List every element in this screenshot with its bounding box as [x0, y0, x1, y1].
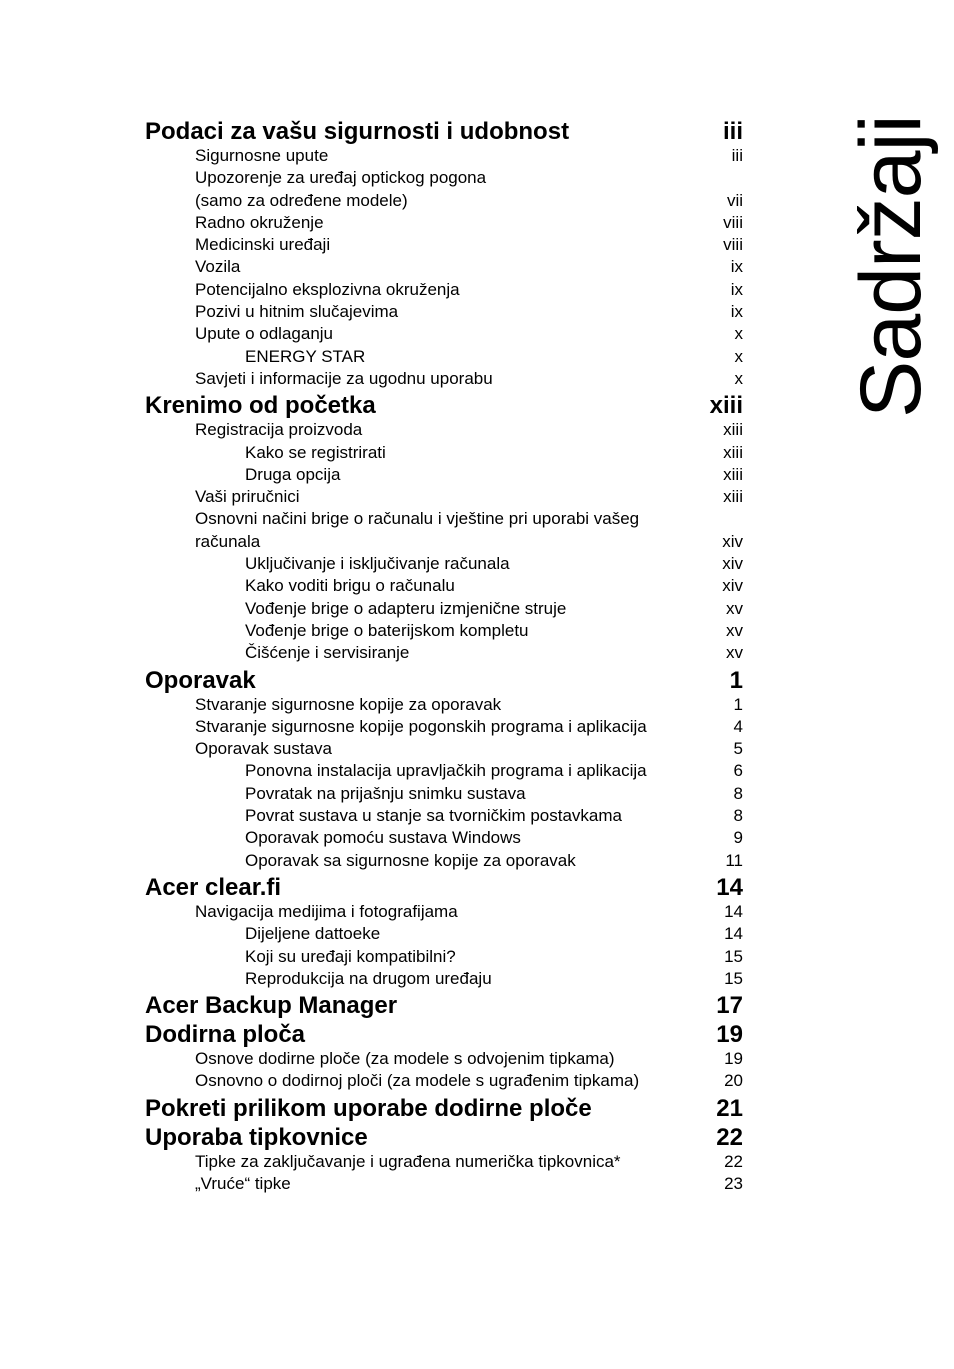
toc-entry-title: Oporavak pomoću sustava Windows: [245, 828, 521, 848]
toc-entry-page: xiii: [723, 442, 743, 462]
toc-subsection-entry[interactable]: [145, 805, 743, 827]
toc-entry-title: Osnovno o dodirnoj ploči (za modele s ugrađenim tipkama): [195, 1071, 640, 1091]
toc-section-entry[interactable]: [145, 190, 743, 212]
toc-entry-title: Ponovna instalacija upravljačkih programa i aplikacija: [245, 761, 647, 781]
toc-subsection-entry[interactable]: [145, 346, 743, 368]
toc-entry-title: Acer Backup Manager: [145, 992, 398, 1020]
toc-entry-page: 1: [729, 666, 743, 694]
toc-entry-page: 14: [724, 901, 743, 921]
toc-entry-page: ix: [730, 279, 743, 299]
toc-entry-title: Potencijalno eksplozivna okruženja: [195, 279, 460, 299]
toc-entry-page: x: [734, 368, 743, 388]
toc-chapter-entry[interactable]: [145, 990, 743, 1019]
toc-section-entry[interactable]: [145, 234, 743, 256]
toc-entry-title: Radno okruženje: [195, 212, 324, 232]
toc-entry-page: 6: [733, 761, 743, 781]
toc-subsection-entry[interactable]: [145, 464, 743, 486]
toc-entry-page: xv: [726, 598, 743, 618]
toc-chapter-entry[interactable]: [145, 872, 743, 901]
toc-entry-title: Vozila: [195, 257, 241, 277]
toc-section-entry[interactable]: [145, 419, 743, 441]
toc-entry-title: Povratak na prijašnju snimku sustava: [245, 783, 526, 803]
toc-entry-title: Pokreti prilikom uporabe dodirne ploče: [145, 1094, 592, 1122]
toc-section-entry[interactable]: [145, 301, 743, 323]
toc-entry-title: Medicinski uređaji: [195, 235, 331, 255]
toc-subsection-entry[interactable]: [145, 620, 743, 642]
toc-entry-title: Navigacija medijima i fotografijama: [195, 901, 458, 921]
toc-entry-page: xiii: [723, 420, 743, 440]
toc-entry-title: Osnovni načini brige o računalu i vještine pri uporabi vašeg: [195, 509, 640, 529]
toc-entry-title: Upozorenje za uređaj optickog pogona: [195, 168, 487, 188]
toc-entry-page: xiii: [723, 464, 743, 484]
toc-section-entry[interactable]: [145, 1173, 743, 1195]
toc-entry-page: 22: [716, 1123, 743, 1151]
toc-entry-page: ix: [730, 302, 743, 322]
toc-entry-page: iii: [731, 146, 743, 165]
toc-entry-title: Reprodukcija na drugom uređaju: [245, 968, 492, 988]
toc-entry-page: 17: [716, 992, 743, 1020]
toc-section-entry[interactable]: [145, 716, 743, 738]
toc-section-entry[interactable]: [145, 212, 743, 234]
toc-entry-page: 19: [724, 1049, 743, 1069]
toc-entry-title: ENERGY STAR: [245, 346, 366, 366]
chapter-title-text: Sadržaji: [843, 115, 939, 418]
toc-entry-page: x: [734, 346, 743, 366]
toc-entry-title: Sigurnosne upute: [195, 146, 329, 165]
toc-section-entry[interactable]: [145, 486, 743, 508]
toc-entry-page: iii: [722, 118, 743, 145]
toc-entry-title: Registracija proizvoda: [195, 420, 363, 440]
toc-entry-title: Oporavak sa sigurnosne kopije za oporavak: [245, 850, 576, 870]
toc-section-entry[interactable]: [145, 256, 743, 278]
toc-entry-title: Povrat sustava u stanje sa tvorničkim postavkama: [245, 806, 622, 826]
table-of-contents: [145, 116, 743, 1195]
toc-entry-page: 21: [716, 1094, 743, 1122]
toc-entry-page: 19: [716, 1021, 743, 1049]
toc-entry-page: 5: [733, 739, 743, 759]
toc-entry-page: 8: [733, 783, 743, 803]
toc-entry-title: Stvaranje sigurnosne kopije pogonskih programa i aplikacija: [195, 716, 647, 736]
toc-entry-page: x: [734, 324, 743, 344]
toc-entry-title: računala: [195, 531, 261, 551]
toc-subsection-entry[interactable]: [145, 968, 743, 990]
toc-section-entry[interactable]: [145, 531, 743, 553]
toc-subsection-entry[interactable]: [145, 946, 743, 968]
toc-entry-title: (samo za određene modele): [195, 190, 408, 210]
toc-entry-page: 14: [716, 873, 743, 901]
toc-entry-title: Krenimo od početka: [145, 392, 376, 420]
toc-entry-title: Koji su uređaji kompatibilni?: [245, 946, 456, 966]
toc-entry-page: 22: [724, 1151, 743, 1171]
toc-entry-page: viii: [723, 212, 743, 232]
toc-entry-title: Pozivi u hitnim slučajevima: [195, 302, 399, 322]
toc-subsection-entry[interactable]: [145, 442, 743, 464]
toc-entry-page: xiii: [709, 392, 743, 420]
toc-subsection-entry[interactable]: [145, 575, 743, 597]
toc-entry-page: xiv: [722, 531, 743, 551]
toc-entry-title: Dijeljene dattoeke: [245, 924, 381, 944]
toc-section-entry[interactable]: [145, 279, 743, 301]
toc-entry-page: 14: [724, 924, 743, 944]
toc-section-entry[interactable]: [145, 1048, 743, 1070]
toc-entry-title: Upute o odlaganju: [195, 324, 334, 344]
toc-section-entry[interactable]: [145, 167, 743, 189]
toc-entry-title: Uporaba tipkovnice: [145, 1123, 368, 1151]
toc-entry-title: Stvaranje sigurnosne kopije za oporavak: [195, 694, 502, 714]
toc-entry-page: 20: [724, 1071, 743, 1091]
toc-subsection-entry[interactable]: [145, 783, 743, 805]
toc-entry-title: Acer clear.fi: [145, 873, 282, 901]
toc-entry-title: Druga opcija: [245, 464, 341, 484]
toc-entry-page: vii: [726, 190, 743, 210]
toc-section-entry[interactable]: [145, 1151, 743, 1173]
toc-chapter-entry[interactable]: [145, 1122, 743, 1151]
toc-entry-title: „Vruće“ tipke: [195, 1173, 291, 1193]
toc-entry-title: Čišćenje i servisiranje: [245, 643, 410, 663]
toc-entry-page: 23: [724, 1173, 743, 1193]
toc-entry-title: Kako voditi brigu o računalu: [245, 576, 455, 596]
toc-chapter-entry[interactable]: [145, 1019, 743, 1048]
toc-section-entry[interactable]: [145, 508, 743, 530]
toc-subsection-entry[interactable]: [145, 598, 743, 620]
toc-entry-page: 15: [724, 946, 743, 966]
chapter-title: [770, 115, 939, 418]
toc-entry-page: xiv: [722, 554, 743, 574]
toc-entry-title: Vaši priručnici: [195, 487, 300, 507]
toc-chapter-entry[interactable]: [145, 1093, 743, 1122]
toc-entry-title: Podaci za vašu sigurnosti i udobnost: [145, 118, 570, 145]
toc-entry-title: Vođenje brige o adapteru izmjenične struje: [245, 598, 567, 618]
toc-entry-page: 15: [724, 968, 743, 988]
toc-entry-title: Savjeti i informacije za ugodnu uporabu: [195, 368, 493, 388]
toc-subsection-entry[interactable]: [145, 827, 743, 849]
toc-section-entry[interactable]: [145, 901, 743, 923]
toc-subsection-entry[interactable]: [145, 642, 743, 664]
toc-section-entry[interactable]: [145, 368, 743, 390]
toc-chapter-entry[interactable]: [145, 116, 743, 145]
toc-entry-page: 4: [733, 716, 743, 736]
toc-entry-page: viii: [723, 235, 743, 255]
toc-entry-title: Oporavak: [145, 666, 256, 694]
toc-entry-page: 9: [733, 828, 743, 848]
toc-entry-title: Osnove dodirne ploče (za modele s odvojenim tipkama): [195, 1049, 615, 1069]
toc-entry-title: Dodirna ploča: [145, 1021, 306, 1049]
toc-entry-page: xv: [726, 643, 743, 663]
toc-chapter-entry[interactable]: [145, 390, 743, 419]
toc-subsection-entry[interactable]: [145, 923, 743, 945]
toc-section-entry[interactable]: [145, 1070, 743, 1092]
toc-entry-page: xv: [726, 620, 743, 640]
toc-section-entry[interactable]: [145, 694, 743, 716]
toc-entry-title: Kako se registrirati: [245, 442, 386, 462]
toc-entry-page: 1: [733, 694, 743, 714]
toc-section-entry[interactable]: [145, 323, 743, 345]
toc-subsection-entry[interactable]: [145, 850, 743, 872]
toc-entry-page: 8: [733, 806, 743, 826]
toc-entry-title: Oporavak sustava: [195, 739, 333, 759]
toc-entry-title: Vođenje brige o baterijskom kompletu: [245, 620, 529, 640]
toc-chapter-entry[interactable]: [145, 665, 743, 694]
toc-section-entry[interactable]: [145, 145, 743, 167]
toc-section-entry[interactable]: [145, 738, 743, 760]
toc-entry-title: Uključivanje i isključivanje računala: [245, 554, 510, 574]
toc-entry-page: ix: [730, 257, 743, 277]
toc-entry-page: xiv: [722, 576, 743, 596]
toc-entry-title: Tipke za zaključavanje i ugrađena numerička tipkovnica*: [195, 1151, 621, 1171]
toc-subsection-entry[interactable]: [145, 760, 743, 782]
toc-entry-page: 11: [725, 850, 743, 870]
toc-entry-page: xiii: [723, 487, 743, 507]
toc-subsection-entry[interactable]: [145, 553, 743, 575]
